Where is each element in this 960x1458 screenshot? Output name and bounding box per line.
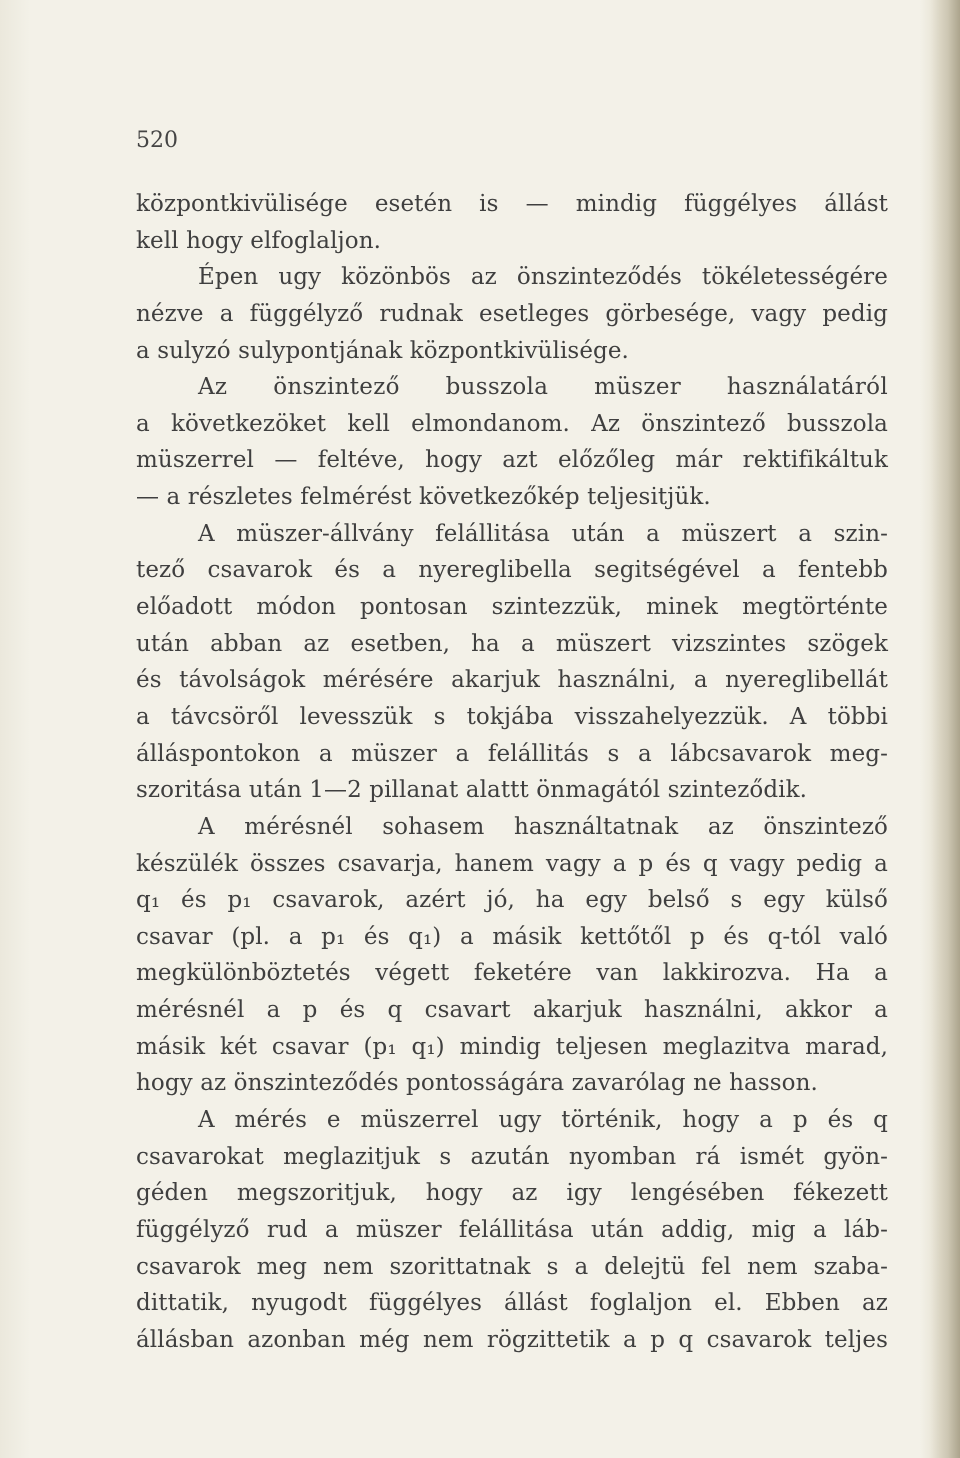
page-number: 520 [136,128,178,153]
text-line: géden megszoritjuk, hogy az igy lengésében fékezett [136,1180,888,1207]
text-line: A mérésnél sohasem használtatnak az önszintező [198,813,888,840]
text-line: kell hogy elfoglaljon. [136,227,382,254]
text-line: csavarok meg nem szorittatnak s a delejtü fel nem szaba- [136,1253,888,1280]
text-line: csavarokat meglazitjuk s azután nyomban rá ismét gyön- [136,1143,888,1170]
text-line: a sulyzó sulypontjának központkivülisége. [136,337,629,364]
text-line: müszerrel — feltéve, hogy azt előzőleg már rektifikáltuk [136,447,888,474]
text-line: után abban az esetben, ha a müszert vizszintes szögek [136,630,888,657]
text-line: csavar (pl. a p₁ és q₁) a másik kettőtől p és q-tól való [136,923,888,950]
text-line: dittatik, nyugodt függélyes állást foglaljon el. Ebben az [136,1290,888,1317]
text-line: előadott módon pontosan szintezzük, minek megtörténte [136,594,888,621]
text-line: és távolságok mérésére akarjuk használni, a nyereglibellát [136,667,888,694]
text-line: megkülönböztetés végett feketére van lakkirozva. Ha a [136,960,888,987]
text-line: a távcsöről levesszük s tokjába visszahelyezzük. A többi [136,703,888,730]
text-line: q₁ és p₁ csavarok, azért jó, ha egy belső s egy külső [136,887,888,914]
text-line: tező csavarok és a nyereglibella segitségével a fentebb [136,557,888,584]
text-line: nézve a függélyző rudnak esetleges görbesége, vagy pedig [136,300,888,327]
text-line: A müszer-állvány felállitása után a müszert a szin- [198,520,888,547]
text-line: Az önszintező busszola müszer használatáról [198,374,888,401]
text-line: hogy az önszinteződés pontosságára zavarólag ne hasson. [136,1070,818,1097]
text-line: függélyző rud a müszer felállitása után addig, mig a láb- [136,1216,888,1243]
text-line: mérésnél a p és q csavart akarjuk használni, akkor a [136,997,888,1024]
text-line: állásban azonban még nem rögzittetik a p q csavarok teljes [136,1326,888,1353]
page-edge-shadow [930,0,960,1458]
text-line: Épen ugy közönbös az önszinteződés tökéletességére [198,264,888,291]
text-line: szoritása után 1—2 pillanat alattt önmagától szinteződik. [136,777,808,804]
text-line: központkivülisége esetén is — mindig függélyes állást [136,191,888,217]
text-line: készülék összes csavarja, hanem vagy a p és q vagy pedig a [136,850,888,877]
text-line: másik két csavar (p₁ q₁) mindig teljesen meglazitva marad, [136,1033,888,1060]
text-line: — a részletes felmérést következőkép teljesitjük. [136,484,711,511]
text-line: A mérés e müszerrel ugy történik, hogy a p és q [198,1107,888,1134]
text-line: a következöket kell elmondanom. Az önszintező busszola [136,410,888,437]
text-line: álláspontokon a müszer a felállitás s a lábcsavarok meg- [136,740,888,767]
body-text [136,186,888,1359]
